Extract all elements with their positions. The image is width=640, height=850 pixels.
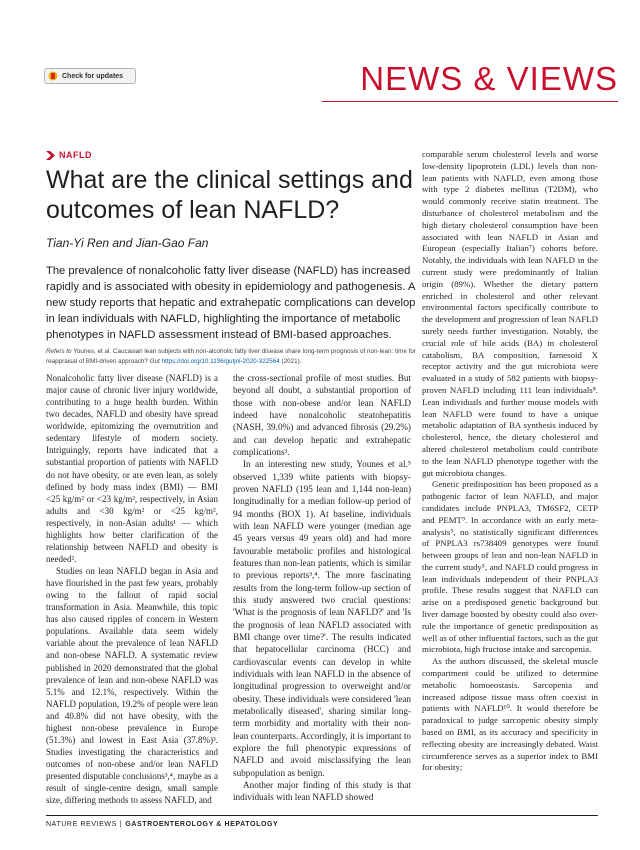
citation-journal: Gut [147, 358, 162, 365]
check-for-updates-label: Check for updates [62, 72, 124, 80]
body-paragraph: In an interesting new study, Younes et al.⁵ observed 1,339 white patients with biopsy-proven NAFLD (195 lean and 1,144 non-lean) longitudinally for a median follow-up period of 94 months (BOX 1). At baseline, individuals with lean NAFLD were younger (median age 45 years versus 49 years old) and had more favourable metabolic profiles and histological features than non-lean patients, which is similar to previous reports³,⁴. The more fascinating results from the long-term follow-up section of this study answered two crucial questions: 'What is the prognosis of lean NAFLD?' and 'Is the prognosis of lean NAFLD associated with BMI change over time?'. The results indicated that hepatocellular carcinoma (HCC) and cardiovascular events can develop in white individuals with lean NAFLD in the absence of longitudinal progression to overweight and/or obesity. These individuals were considered 'lean metabolically diseased', sharing similar long-term morbidity and mortality with their non-lean counterparts. Accordingly, it is important to explore the full phenotypic expressions of NAFLD and avoid misclassifying the lean subpopulation as benign. [233, 459, 412, 778]
refers-to-label: Refers to [46, 348, 72, 355]
body-column-1 [46, 372, 218, 806]
update-check-icon [48, 71, 58, 81]
section-title: NEWS & VIEWS [360, 60, 618, 97]
subject-chevron-icon [46, 151, 55, 160]
page-footer [46, 821, 278, 828]
header-rule [322, 101, 618, 102]
footer-section: GASTROENTEROLOGY & HEPATOLOGY [125, 821, 279, 828]
body-paragraph: Nonalcoholic fatty liver disease (NAFLD) is a major cause of chronic liver injury worldwide, contributing to a huge health burden. Within two decades, NAFLD and obesity have spread worldwide, epitomizing the overnutrition and sedentary lifestyle of modern society. Intriguingly, reports have indicated that a substantial proportion of patients with NAFLD do not have obesity, or are even lean, as solely defined by body mass index (BMI) — BMI <25 kg/m² or <23 kg/m², respectively, in Asian adults and <30 kg/m² or <25 kg/m², respectively, in non-Asian adults¹ — which highlights how better clarification of the relationship between NAFLD and obesity is needed². [46, 373, 218, 564]
body-column-3 [422, 149, 598, 774]
subject-label: NAFLD [59, 150, 92, 160]
body-paragraph: As the authors discussed, the skeletal muscle compartment could be utilized to determine metabolic homoeostasis. Sarcopenia and increased adipose tissue mass often coexist in patients with NAFLD¹⁰. It would therefore be paradoxical to judge sarcopenic obesity simply based on BMI, as its accuracy and specificity in reflecting obesity are increasingly debated. Waist circumference serves as a superior index to BMI for obesity; [422, 656, 598, 773]
footer-journal: NATURE REVIEWS [46, 821, 117, 828]
body-column-2 [233, 372, 411, 803]
article-authors: Tian-Yi Ren and Jian-Gao Fan [46, 236, 209, 250]
subject-tag [46, 150, 92, 160]
footer-rule [46, 815, 598, 816]
footer-separator: | [119, 821, 123, 828]
article-standfirst: The prevalence of nonalcoholic fatty liver disease (NAFLD) has increased rapidly and is associated with obesity in epidemiology and pathogenesis. A new study reports that hepatic and extrahepatic complications can develop in lean individuals with NAFLD, highlighting the importance of metabolic phenotypes in NAFLD assessment instead of BMI-based approaches. [46, 265, 416, 341]
citation-year: (2021). [279, 358, 302, 365]
citation-title: Caucasian lean subjects with non-alcoholic fatty liver disease share long-term prognosis of non-lean: time for reappraisal of BMI-driven approach? [46, 348, 416, 365]
body-paragraph: the cross-sectional profile of most studies. But beyond all doubt, a substantial proportion of those with non-obese and/or lean NAFLD indeed have nonalcoholic steatohepatitis (NASH, 39.0%) and advanced fibrosis (29.2%) and can develop hepatic and extrahepatic complications³. [233, 373, 411, 457]
check-for-updates-button[interactable] [44, 68, 136, 84]
citation-doi-link[interactable]: https://doi.org/10.1136/gutjnl-2020-322564 [161, 358, 280, 365]
body-paragraph: comparable serum cholesterol levels and worse low-density lipoprotein (LDL) levels than non-lean patients with NAFLD, even among those with type 2 diabetes mellitus (T2DM), who would commonly receive statin treatment. The disturbance of cholesterol metabolism and the high dietary cholesterol consumption have been associated with lean NAFLD in Asian and European (especially Italian⁷) cohorts before. Notably, the individuals with lean NAFLD in the current study were predominantly of Italian origin (89%). Whether the dietary pattern enriched in cholesterol and other relevant environmental factors specifically contribute to the development and progression of lean NAFLD surely needs further investigation. Notably, the crucial role of bile acids (BA) in cholesterol catabolism, BA composition, farnesoid X receptor activity and the gut microbiota were evaluated in a study of 582 patients with biopsy-proven NAFLD including 111 lean individuals⁸. Lean individuals and further mouse models with lean NAFLD were found to have a unique metabolic adaptation of BA synthesis induced by cholesterol, hence, the dietary cholesterol and altered cholesterol metabolism could contribute to the lean NAFLD phenotype together with the gut microbiota changes. [422, 149, 598, 478]
body-paragraph: Genetic predisposition has been proposed as a pathogenic factor of lean NAFLD, and major candidates include PNPLA3, TM6SF2, CETP and PEMT⁹. In accordance with an early meta-analysis⁹, no statistically significant differences of PNPLA3 rs738409 genotypes were found between groups of lean and non-lean NAFLD in the current study⁵, and NAFLD could progress in lean individuals independent of their PNPLA3 profile. These results suggest that NAFLD can arise on a predisposed genetic background but liver damage boosted by obesity could also over-rule the importance of genetic predisposition as well as of other influential factors, such as the gut microbiota, high fructose intake and sarcopenia. [422, 479, 598, 655]
refers-to-citation [46, 347, 421, 367]
citation-authors: Younes, et al. [71, 348, 113, 355]
body-paragraph: Another major finding of this study is that individuals with lean NAFLD showed [233, 779, 411, 803]
article-title: What are the clinical settings and outcomes of lean NAFLD? [46, 166, 413, 224]
body-paragraph: Studies on lean NAFLD began in Asia and have flourished in the past few years, probably owing to the fallout of rapid social transformation in Asia. Meanwhile, this topic has also caused ripples of concern in Western populations. Available data seem widely variable about the prevalence of lean NAFLD and non-obese NAFLD. A systematic review published in 2020 demonstrated that the global prevalence of lean and non-obese NAFLD was 5.1% and 12.1%, respectively. Within the NAFLD population, 19.2% of people were lean and 40.8% did not have obesity, with the highest non-obese prevalence in Europe (51.3%) and lowest in East Asia (37.8%)³. Studies investigating the characteristics and outcomes of non-obese and/or lean NAFLD presented disputable conclusions³,⁴, maybe as a result of single-centre design, small sample size, differing methods to assess NAFLD, and [46, 566, 218, 806]
